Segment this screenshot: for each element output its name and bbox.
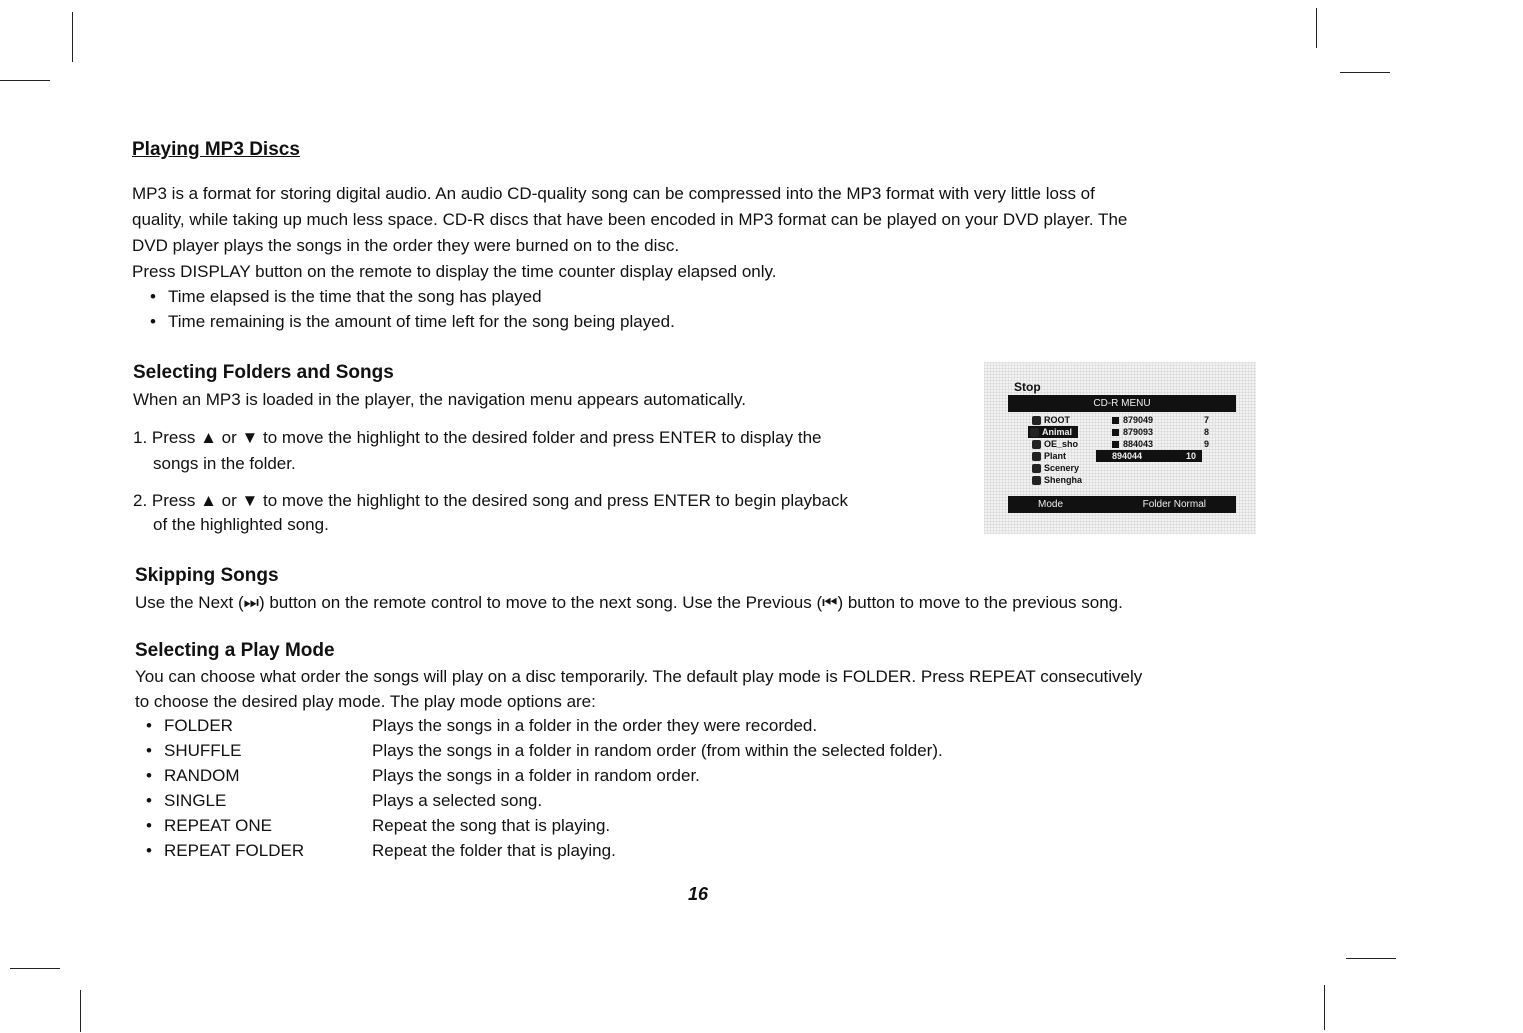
section-text-cont: to choose the desired play mode. The play mode options are: bbox=[135, 692, 596, 711]
bullet-icon: • bbox=[150, 312, 156, 331]
menu-folder bbox=[1032, 450, 1066, 462]
crop-mark bbox=[1316, 8, 1317, 48]
list-item bbox=[150, 312, 675, 332]
crop-mark bbox=[10, 968, 60, 969]
file-label: 879093 bbox=[1123, 427, 1154, 437]
step-1-cont: songs in the folder. bbox=[153, 454, 296, 473]
bullet-icon: • bbox=[146, 741, 152, 760]
file-icon bbox=[1112, 417, 1119, 424]
menu-folder bbox=[1032, 462, 1079, 474]
intro-line: MP3 is a format for storing digital audio. An audio CD-quality song can be compressed into the MP3 format with very little loss of bbox=[132, 184, 1095, 203]
mode-name: RANDOM bbox=[164, 766, 240, 785]
menu-status: Stop bbox=[1014, 380, 1041, 394]
folder-icon bbox=[1032, 416, 1041, 425]
menu-folder bbox=[1032, 438, 1078, 450]
mode-desc: Repeat the song that is playing. bbox=[372, 816, 611, 835]
file-icon bbox=[1112, 441, 1119, 448]
crop-mark bbox=[72, 12, 73, 62]
section-heading: Selecting a Play Mode bbox=[135, 640, 335, 661]
bullet-icon: • bbox=[146, 816, 152, 835]
menu-folder bbox=[1032, 414, 1070, 426]
file-label: 894044 bbox=[1112, 451, 1143, 461]
mode-desc: Repeat the folder that is playing. bbox=[372, 841, 616, 860]
section-text: Use the Next (⏭) button on the remote control to move to the next song. Use the Previous (⏮) button to move to the previous song. bbox=[135, 593, 1123, 612]
menu-file bbox=[1112, 438, 1210, 450]
mode-desc: Plays a selected song. bbox=[372, 791, 543, 810]
mode-desc: Plays the songs in a folder in random order. bbox=[372, 766, 700, 785]
section-heading: Selecting Folders and Songs bbox=[133, 362, 394, 383]
section-heading: Skipping Songs bbox=[135, 565, 279, 586]
folder-icon bbox=[1032, 440, 1041, 449]
crop-mark bbox=[1324, 985, 1325, 1030]
file-label: 884043 bbox=[1123, 439, 1154, 449]
menu-file bbox=[1112, 414, 1210, 426]
crop-mark bbox=[1346, 958, 1396, 959]
intro-line: Press DISPLAY button on the remote to display the time counter display elapsed only. bbox=[132, 262, 777, 281]
folder-label: ROOT bbox=[1044, 415, 1070, 425]
bullet-icon: • bbox=[146, 716, 152, 735]
step-2-cont: of the highlighted song. bbox=[153, 515, 329, 534]
bullet-icon: • bbox=[146, 766, 152, 785]
mode-desc: Plays the songs in a folder in random order (from within the selected folder). bbox=[372, 741, 943, 760]
menu-footer bbox=[1008, 496, 1236, 513]
menu-header: CD-R MENU bbox=[1008, 395, 1236, 412]
mode-name: FOLDER bbox=[164, 716, 233, 735]
file-number: 8 bbox=[1204, 427, 1210, 437]
mode-name: SHUFFLE bbox=[164, 741, 242, 760]
step-2: 2. Press ▲ or ▼ to move the highlight to the desired song and press ENTER to begin playback bbox=[133, 491, 848, 510]
menu-folder bbox=[1032, 474, 1082, 486]
menu-file bbox=[1112, 426, 1210, 438]
page-number: 16 bbox=[688, 884, 709, 904]
menu-footer-mode: Mode bbox=[1038, 499, 1064, 510]
step-1: 1. Press ▲ or ▼ to move the highlight to the desired folder and press ENTER to display the bbox=[133, 428, 822, 447]
bullet-text: Time elapsed is the time that the song has played bbox=[168, 287, 542, 306]
file-number: 9 bbox=[1204, 439, 1210, 449]
menu-folder-selected bbox=[1028, 426, 1078, 438]
mode-name: REPEAT ONE bbox=[164, 816, 273, 835]
crop-mark bbox=[1340, 72, 1390, 73]
bullet-text: Time remaining is the amount of time left for the song being played. bbox=[168, 312, 675, 331]
folder-label: Scenery bbox=[1044, 463, 1080, 473]
crop-mark bbox=[0, 80, 50, 81]
page-title: Playing MP3 Discs bbox=[132, 139, 300, 160]
folder-icon bbox=[1032, 476, 1041, 485]
file-number: 10 bbox=[1186, 451, 1197, 461]
file-icon bbox=[1112, 429, 1119, 436]
folder-label: OE_sho bbox=[1044, 439, 1079, 449]
section-text: When an MP3 is loaded in the player, the navigation menu appears automatically. bbox=[133, 390, 746, 409]
bullet-icon: • bbox=[146, 791, 152, 810]
menu-footer-value: Folder Normal bbox=[1142, 499, 1206, 510]
crop-mark bbox=[80, 990, 81, 1032]
section-text: You can choose what order the songs will play on a disc temporarily. The default play mode is FOLDER. Press REPEAT consecutively bbox=[135, 667, 1143, 686]
list-item bbox=[150, 287, 542, 307]
cdr-menu-screenshot bbox=[984, 362, 1256, 534]
mode-desc: Plays the songs in a folder in the order they were recorded. bbox=[372, 716, 818, 735]
folder-icon bbox=[1032, 452, 1041, 461]
intro-line: quality, while taking up much less space. CD-R discs that have been encoded in MP3 format can be played on your DVD player. The bbox=[132, 210, 1128, 229]
menu-file-selected bbox=[1096, 450, 1202, 462]
bullet-icon: • bbox=[150, 287, 156, 306]
folder-label: Animal bbox=[1042, 427, 1073, 437]
file-number: 7 bbox=[1204, 415, 1210, 425]
mode-name: SINGLE bbox=[164, 791, 227, 810]
file-label: 879049 bbox=[1123, 415, 1154, 425]
intro-line: DVD player plays the songs in the order they were burned on to the disc. bbox=[132, 236, 680, 255]
mode-name: REPEAT FOLDER bbox=[164, 841, 305, 860]
folder-label: Plant bbox=[1044, 451, 1067, 461]
folder-label: Shengha bbox=[1044, 475, 1083, 485]
folder-icon bbox=[1030, 428, 1039, 437]
bullet-icon: • bbox=[146, 841, 152, 860]
folder-icon bbox=[1032, 464, 1041, 473]
intro-paragraph bbox=[132, 181, 1127, 285]
